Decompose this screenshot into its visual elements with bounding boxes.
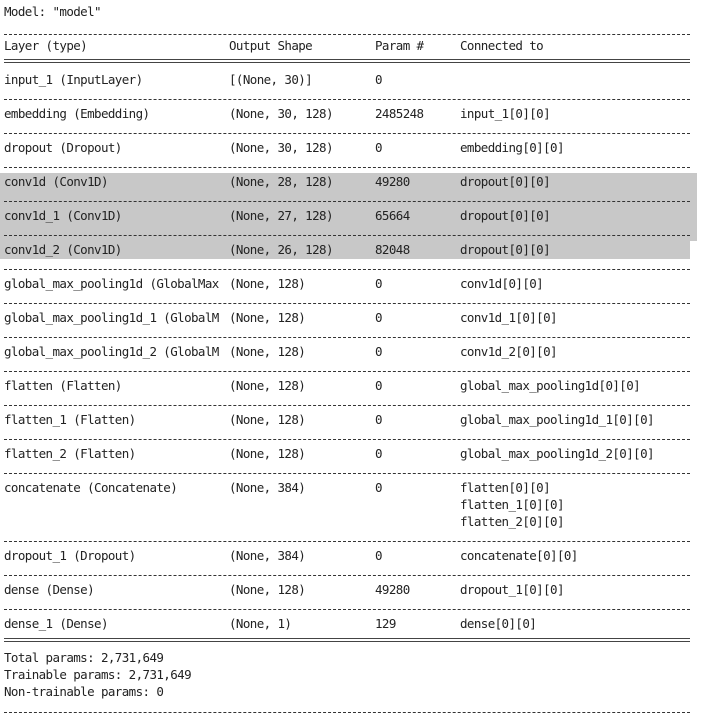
- layer-name: global_max_pooling1d (GlobalMax: [4, 276, 219, 291]
- divider: [4, 405, 690, 406]
- trainable-params: Trainable params: 2,731,649: [4, 667, 191, 682]
- connected-to: flatten[0][0]: [460, 480, 551, 495]
- divider: [4, 201, 690, 202]
- header-output-shape: Output Shape: [229, 38, 313, 53]
- divider: [4, 167, 690, 168]
- layer-name: conv1d (Conv1D): [4, 174, 108, 189]
- total-params: Total params: 2,731,649: [4, 650, 164, 665]
- layer-name: concatenate (Concatenate): [4, 480, 178, 495]
- param-count: 49280: [375, 174, 410, 189]
- connected-to: dropout_1[0][0]: [460, 582, 564, 597]
- output-shape: (None, 1): [229, 616, 292, 631]
- divider: [4, 337, 690, 338]
- divider: [4, 638, 690, 642]
- param-count: 0: [375, 344, 382, 359]
- connected-to: flatten_1[0][0]: [460, 497, 564, 512]
- param-count: 0: [375, 140, 382, 155]
- connected-to: dropout[0][0]: [460, 174, 551, 189]
- layer-name: conv1d_1 (Conv1D): [4, 208, 122, 223]
- divider: [4, 303, 690, 304]
- layer-name: global_max_pooling1d_2 (GlobalM: [4, 344, 219, 359]
- divider: [4, 371, 690, 372]
- output-shape: (None, 128): [229, 344, 306, 359]
- param-count: 0: [375, 276, 382, 291]
- connected-to: conv1d_1[0][0]: [460, 310, 557, 325]
- connected-to: flatten_2[0][0]: [460, 514, 564, 529]
- header-layer: Layer (type): [4, 38, 88, 53]
- divider: [4, 609, 690, 610]
- output-shape: (None, 384): [229, 480, 306, 495]
- connected-to: dropout[0][0]: [460, 242, 551, 257]
- connected-to: input_1[0][0]: [460, 106, 551, 121]
- layer-name: conv1d_2 (Conv1D): [4, 242, 122, 257]
- output-shape: (None, 28, 128): [229, 174, 333, 189]
- layer-name: flatten (Flatten): [4, 378, 122, 393]
- divider: [4, 269, 690, 270]
- param-count: 82048: [375, 242, 410, 257]
- layer-name: dense (Dense): [4, 582, 95, 597]
- output-shape: (None, 128): [229, 276, 306, 291]
- non-trainable-params: Non-trainable params: 0: [4, 684, 164, 699]
- param-count: 2485248: [375, 106, 424, 121]
- param-count: 0: [375, 310, 382, 325]
- output-shape: (None, 128): [229, 412, 306, 427]
- output-shape: (None, 384): [229, 548, 306, 563]
- connected-to: global_max_pooling1d_1[0][0]: [460, 412, 654, 427]
- divider: [4, 439, 690, 440]
- divider: [4, 99, 690, 100]
- divider: [4, 133, 690, 134]
- layer-name: dropout (Dropout): [4, 140, 122, 155]
- header-param: Param #: [375, 38, 424, 53]
- output-shape: (None, 26, 128): [229, 242, 333, 257]
- connected-to: conv1d_2[0][0]: [460, 344, 557, 359]
- connected-to: global_max_pooling1d_2[0][0]: [460, 446, 654, 461]
- param-count: 129: [375, 616, 396, 631]
- divider: [4, 575, 690, 576]
- param-count: 0: [375, 480, 382, 495]
- output-shape: (None, 128): [229, 446, 306, 461]
- param-count: 0: [375, 412, 382, 427]
- connected-to: embedding[0][0]: [460, 140, 564, 155]
- output-shape: (None, 128): [229, 582, 306, 597]
- param-count: 49280: [375, 582, 410, 597]
- connected-to: concatenate[0][0]: [460, 548, 578, 563]
- param-count: 0: [375, 378, 382, 393]
- output-shape: (None, 128): [229, 378, 306, 393]
- header-connected: Connected to: [460, 38, 544, 53]
- param-count: 0: [375, 446, 382, 461]
- output-shape: (None, 27, 128): [229, 208, 333, 223]
- divider: [4, 59, 690, 63]
- connected-to: global_max_pooling1d[0][0]: [460, 378, 641, 393]
- output-shape: (None, 30, 128): [229, 140, 333, 155]
- divider: [4, 541, 690, 542]
- layer-name: flatten_2 (Flatten): [4, 446, 136, 461]
- param-count: 65664: [375, 208, 410, 223]
- layer-name: embedding (Embedding): [4, 106, 150, 121]
- model-title: Model: "model": [4, 4, 101, 19]
- layer-name: flatten_1 (Flatten): [4, 412, 136, 427]
- output-shape: (None, 128): [229, 310, 306, 325]
- connected-to: conv1d[0][0]: [460, 276, 544, 291]
- connected-to: dense[0][0]: [460, 616, 537, 631]
- divider: [4, 473, 690, 474]
- layer-name: input_1 (InputLayer): [4, 72, 143, 87]
- layer-name: dropout_1 (Dropout): [4, 548, 136, 563]
- param-count: 0: [375, 548, 382, 563]
- divider: [4, 712, 690, 713]
- layer-name: global_max_pooling1d_1 (GlobalM: [4, 310, 219, 325]
- layer-name: dense_1 (Dense): [4, 616, 108, 631]
- param-count: 0: [375, 72, 382, 87]
- connected-to: dropout[0][0]: [460, 208, 551, 223]
- output-shape: [(None, 30)]: [229, 72, 313, 87]
- output-shape: (None, 30, 128): [229, 106, 333, 121]
- divider: [4, 235, 690, 236]
- divider: [4, 34, 690, 35]
